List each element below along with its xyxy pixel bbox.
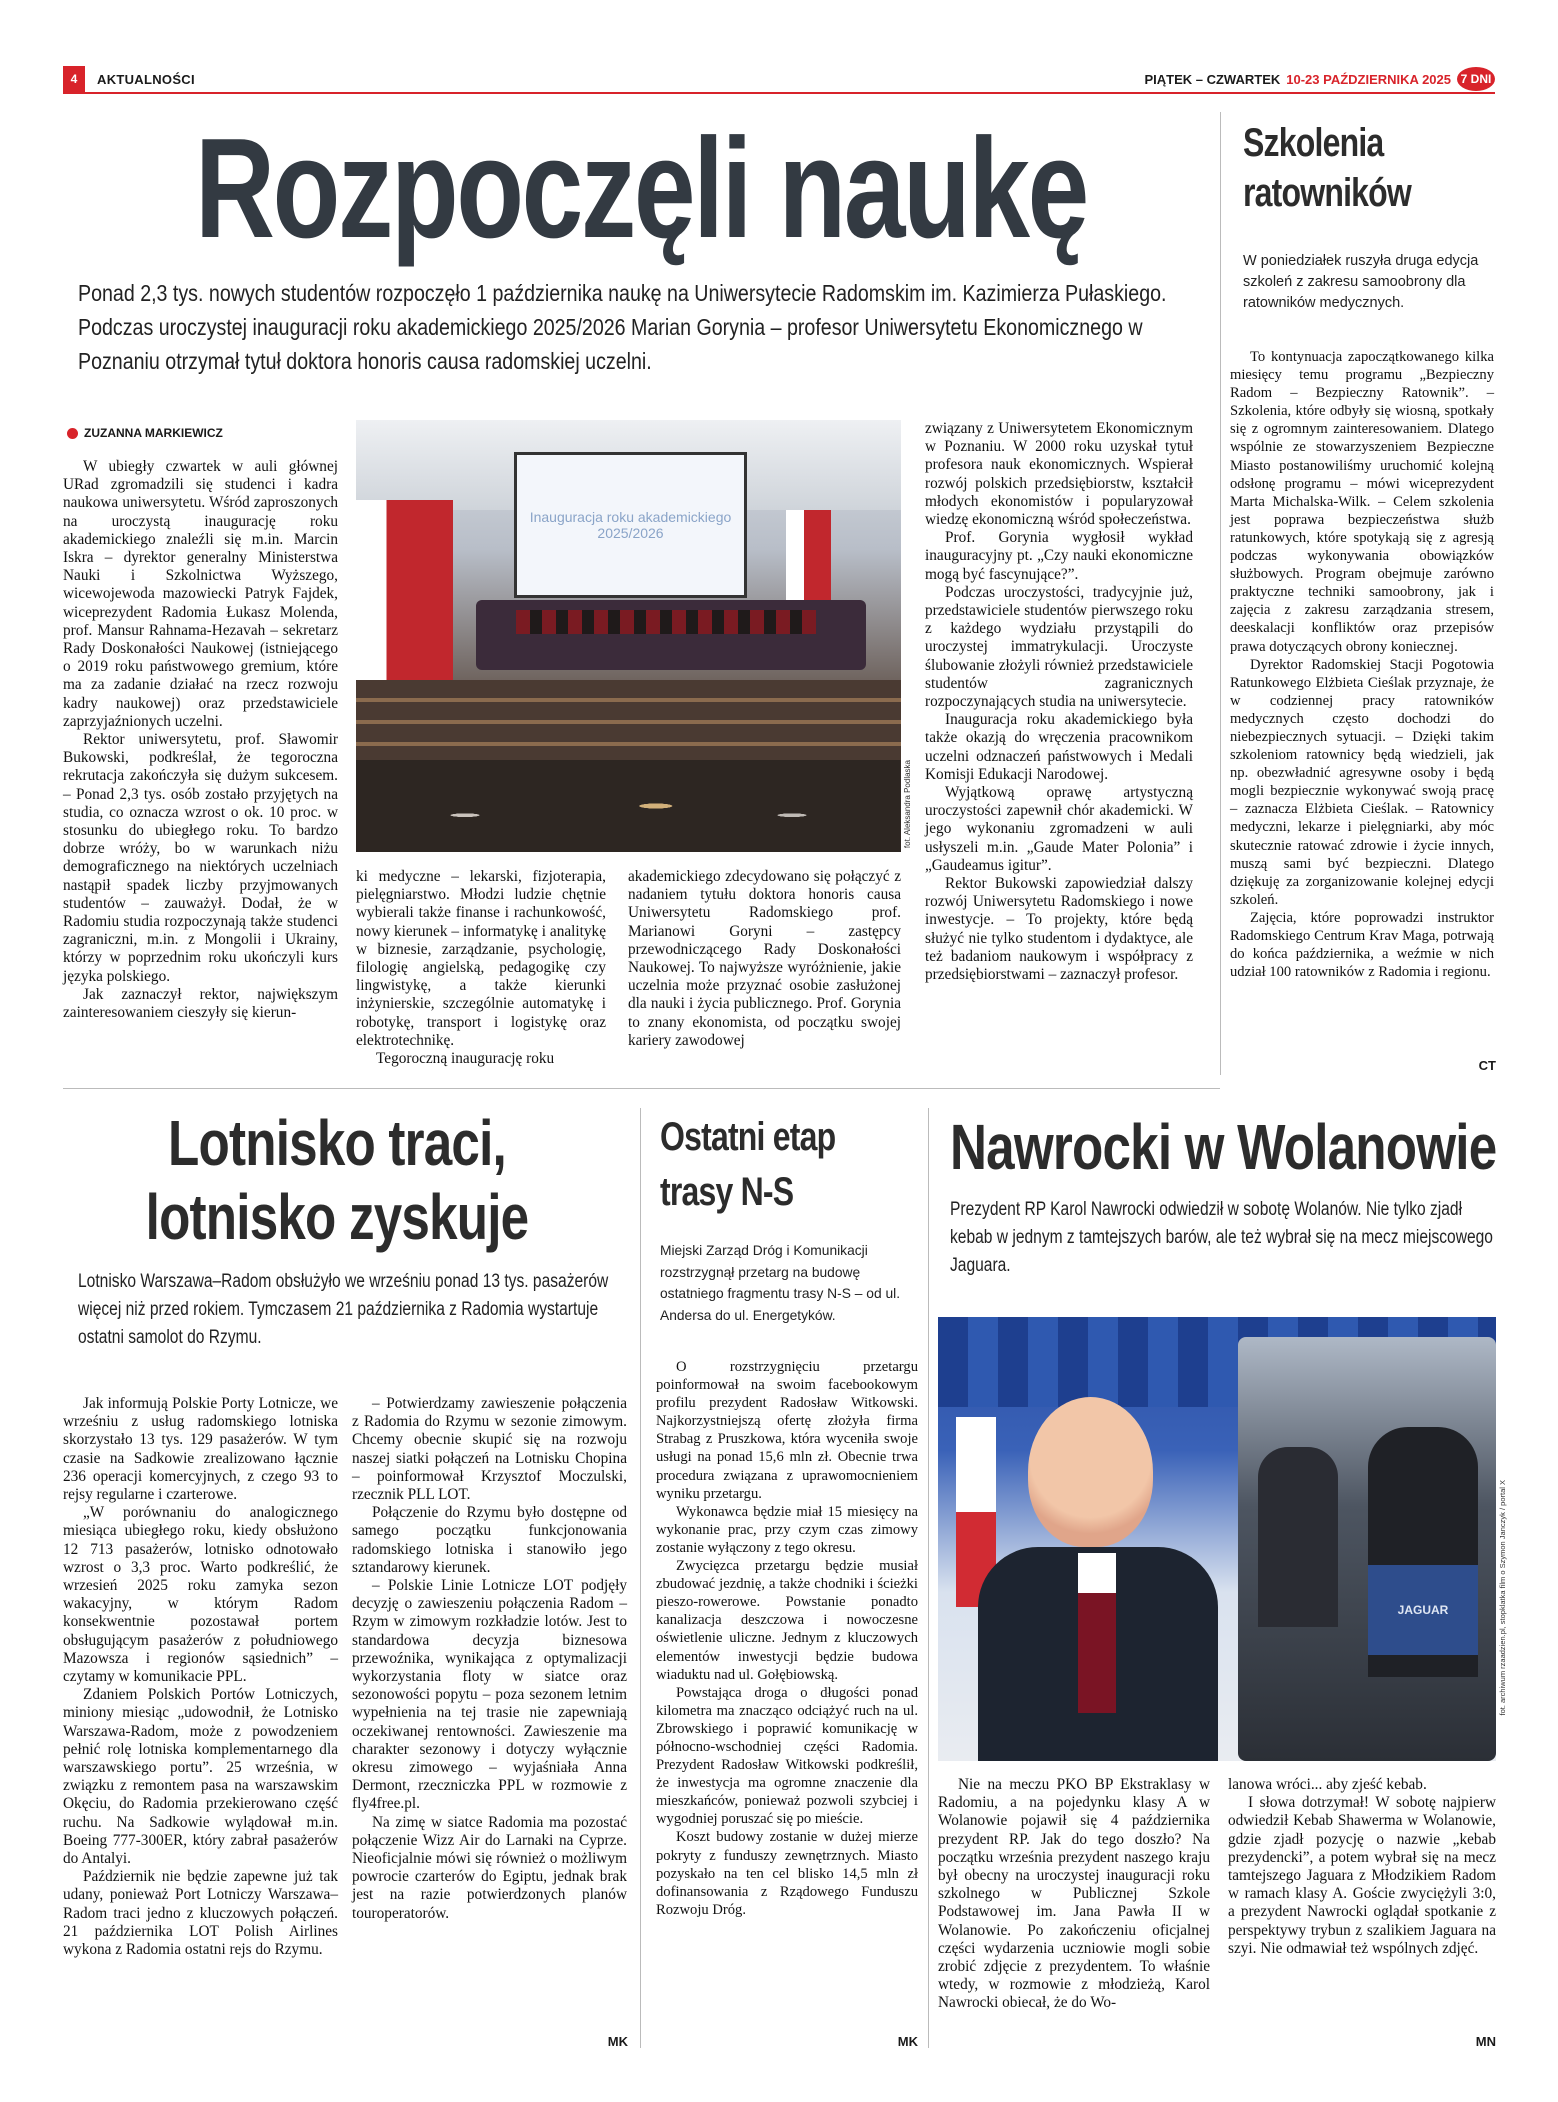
author-signature: MK — [897, 2034, 918, 2049]
paragraph: O rozstrzygnięciu przetargu poinformował na swoim facebookowym profilu prezydent Radosław Witkowski. Najkorzystniejszą ofertę złożyła firma Strabag z Pruszkowa, która wyceniła swoje usługi na ponad 15,6 mln zł. Obecnie trwa procedura związana z uprawomocnieniem wyniku przetargu. — [656, 1359, 918, 1502]
article-column — [356, 868, 606, 1068]
section-divider — [63, 1088, 1220, 1089]
paragraph: Koszt budowy zostanie w dużej mierze pokryty z funduszy zewnętrznych. Miasto pozyskało na ten cel blisko 14,5 mln zł dofinansowania z Rządowego Funduszu Rozwoju Dróg. — [656, 1829, 918, 1918]
paragraph: Na zimę w siatce Radomia ma pozostać połączenie Wizz Air do Larnaki na Cyprze. Nieoficjalnie mówi się również o możliwym powrocie czarterów do Egiptu, jednak brak jest na razie potwierdzonych planów touroperatorów. — [352, 1813, 627, 1922]
paragraph: Październik nie będzie zapewne już tak udany, ponieważ Port Lotniczy Warszawa–Radom traci jedno z kluczowych połączeń. 21 października LOT Polish Airlines wykona z Radomia ostatni rejs do Rzymu. — [63, 1868, 338, 1959]
author-name: ZUZANNA MARKIEWICZ — [84, 426, 223, 440]
article-lead: Miejski Zarząd Dróg i Komunikacji rozstrzygnął przetarg na budowę ostatniego fragmentu trasy N-S – od ul. Andersa do ul. Energetyków. — [660, 1243, 901, 1323]
paragraph: – Potwierdzamy zawieszenie połączenia z Radomia do Rzymu w sezonie zimowym. Chcemy obecnie skupić się na rozwoju naszej siatki połączeń na Lotnisku Chopina – poinformował Krzysztof Moczulski, rzecznik PLL LOT. — [352, 1395, 627, 1504]
article-lead: Ponad 2,3 tys. nowych studentów rozpoczęło 1 października naukę na Uniwersytecie Radomskim im. Kazimierza Pułaskiego. Podczas uroczystej inauguracji roku akademickiego 2025/2026 Marian Gorynia – profesor Uniwersytetu Ekonomicznego w Poznaniu otrzymał tytuł doktora honoris causa radomskiej uczelni. — [78, 280, 1167, 374]
article-column — [925, 420, 1193, 984]
paragraph: Zwycięzca przetargu będzie musiał zbudować jezdnię, a także chodniki i ścieżki pieszo-rowerowe. Powstanie ponadto kanalizacja deszczowa i nowoczesne oświetlenie uliczne. Jednym z kluczowych elementów inwestycji będzie budowa wiaduktu nad ul. Gołębiowską. — [656, 1558, 918, 1683]
article-headline: Nawrocki w Wolanowie — [950, 1111, 1497, 1183]
author-byline — [67, 426, 223, 440]
paragraph: Zdaniem Polskich Portów Lotniczych, miniony miesiąc „udowodnił, że Lotnisko Warszawa-Radom, może z powodzeniem pełnić rolę lotniska komplementarnego dla warszawskiego portu”. 25 września, w związku z remontem pasa na warszawskim Okęciu, do Radomia przekierowano część ruchu. Na Sadkowie wylądował m.in. Boeing 777-300ER, który zabrał pasażerów do Antalyi. — [63, 1686, 338, 1868]
paragraph: Nie na meczu PKO BP Ekstraklasy w Radomiu, a na pojedynku klasy A w Wolanowie pojawił się 4 października prezydent RP. Jak do tego doszło? Na początku września prezydent naszego kraju był obecny na uroczystej inauguracji roku szkolnego w Publicznej Szkole Podstawowej im. Jana Pawła II w Wolanowie. Po zakończeniu oficjalnej części wydarzenia uczniowie mogli sobie zrobić zdjęcie z prezydentem. To właśnie wtedy, w rozmowie z młodzieżą, Karol Nawrocki obiecał, że do Wo- — [938, 1776, 1210, 2012]
article-headline — [1243, 118, 1411, 218]
headline-line: trasy N-S — [660, 1170, 794, 1214]
headline-line: lotnisko zyskuje — [145, 1181, 529, 1253]
face — [1028, 1397, 1153, 1547]
paragraph: Dyrektor Radomskiej Stacji Pogotowia Ratunkowego Elżbieta Cieślak przyznaje, że w codziennej pracy ratowników medycznych często dochodzi do niebezpiecznych sytuacji. – Dzięki takim szkoleniom ratownicy będą wiedzieli, jak np. obezwładnić agresywne osoby i będą mogli bezpiecznie wykonywać swoją pracę – zaznacza Elżbieta Cieślak. – Ratownicy medyczni, lekarze i pielęgniarki, aby móc skutecznie ratować zdrowie i życie innych, muszą sami być bezpieczni. Dlatego dziękuję za zorganizowanie kolejnej edycji szkoleń. — [1230, 656, 1494, 908]
article-column — [63, 1395, 338, 1959]
paragraph: Prof. Gorynia wygłosił wykład inauguracyjny pt. „Czy nauki ekonomiczne mogą być fascynujące?”. — [925, 529, 1193, 583]
article-lead: W poniedziałek ruszyła druga edycja szkoleń z zakresu samoobrony dla ratowników medycznych. — [1243, 253, 1479, 311]
headline-line: Ostatni etap — [660, 1115, 836, 1159]
paragraph: Podczas uroczystości, tradycyjnie już, przedstawiciele studentów pierwszego roku z każdego wydziału przystąpili do uroczystej immatrykulacji. Uroczyste ślubowanie złożyli również przedstawiciele studentów zagranicznych rozpoczynających studia na uniwersytecie. — [925, 583, 1193, 711]
paragraph: I słowa dotrzymał! W sobotę najpierw odwiedził Kebab Shawerma w Wolanowie, gdzie zjadł pozycję o nazwie „kebab prezydencki”, a potem wybrał się na mecz tamtejszego Jaguara z Młodzikiem Radom w ramach klasy A. Goście zwyciężyli 3:0, a prezydent Nawrocki oglądał spotkanie z perspektywy trybun z szalikiem Jaguara na szyi. Nie odmawiał też wspólnych zdjęć. — [1228, 1794, 1496, 1957]
paragraph: Wyjątkową oprawę artystyczną uroczystości zapewnił chór akademicki. W jego wykonaniu zgromadzeni w auli usłyszeli m.in. „Gaude Mater Polonia” i „Gaudeamus igitur”. — [925, 784, 1193, 874]
article-column — [1228, 1776, 1496, 1958]
article-headline — [63, 1106, 611, 1254]
author-signature: CT — [1478, 1058, 1496, 1073]
page-number: 4 — [63, 66, 85, 92]
article-lead: Prezydent RP Karol Nawrocki odwiedził w sobotę Wolanów. Nie tylko zjadł kebab w jednym z tamtejszych barów, ale też wybrał się na mecz miejscowego Jaguara. — [950, 1199, 1493, 1276]
paragraph: Rektor Bukowski zapowiedział dalszy rozwój Uniwersytetu Radomskiego i nowe inwestycje. – To projekty, które będą służyć nie tylko studentom i dydaktyce, ale też badaniom naukowym i współpracy z przedsiębiorstwami – zaznaczył profesor. — [925, 875, 1193, 984]
headline-line: ratowników — [1243, 171, 1412, 215]
article-column — [938, 1776, 1210, 2013]
headline-line: Szkolenia — [1243, 121, 1384, 165]
paragraph: W ubiegły czwartek w auli głównej URad zgromadzili się studenci i kadra naukowa uniwersytetu. Wśród zaproszonych na uroczystą inaugurację roku akademickiego znaleźli się m.in. Marcin Iskra – dyrektor generalny Ministerstwa Nauki i Szkolnictwa Wyższego, wicewojewoda mazowiecki Patryk Fajdek, wiceprezydent Radomia Łukasz Molenda, prof. Mansur Rahnama-Hezavah – sekretarz Rady Doskonałości Naukowej (istniejącego o 2019 roku państwowego gremium, które ma za zadanie działać na rzecz rozwoju kadry naukowej) oraz przedstawiciele zaprzyjaźnionych uczelni. — [63, 458, 338, 730]
paragraph: To kontynuacja zapoczątkowanego kilka miesięcy temu programu „Bezpieczny Radom – Bezpieczny Ratownik”. – Szkolenia, które odbyły się wiosną, spotkały się z ogromnym zainteresowaniem. Dlatego wspólnie ze stowarzyszeniem Bezpieczne Miasto postanowiliśmy uruchomić kolejną odsłonę programu – mówi wiceprezydent Marta Michalska-Wilk. – Celem szkolenia jest poprawa bezpieczeństwa służb ratunkowych, które spotykają się z agresją podczas wykonywania obowiązków służbowych. Program obejmuje zarówno praktyczne techniki samoobrony, jak i zajęcia z zakresu zarządzania stresem, deeskalacji konfliktów oraz przepisów prawa dotyczących obrony koniecznej. — [1230, 349, 1494, 655]
issue-date-prefix: PIĄTEK – CZWARTEK — [1144, 71, 1281, 87]
bullet-dot-icon — [67, 428, 78, 439]
shirt-tie — [1078, 1553, 1116, 1713]
projection-screen: Inauguracja roku akademickiego 2025/2026 — [514, 452, 747, 598]
brand-logo: 7 DNI — [1457, 67, 1495, 91]
paragraph: Inauguracja roku akademickiego była także okazją do wręczenia pracownikom uczelni odznaczeń państwowych i Medali Komisji Edukacji Narodowej. — [925, 711, 1193, 783]
flag-banner — [356, 500, 411, 710]
article-column — [1230, 348, 1494, 981]
paragraph: akademickiego zdecydowano się połączyć z nadaniem tytułu doktora honoris causa Uniwersytetu Radomskiego prof. Marianowi Goryni – zastępcy przewodniczącego Rady Doskonałości Naukowej. To najwyższe wyróżnienie, jakie uczelnia może przyznać osobie zasłużonej dla nauki i życia publicznego. Prof. Gorynia to znany ekonomista, od początku swojej kariery zawodowej — [628, 868, 901, 1049]
person-jacket — [1258, 1447, 1338, 1627]
article-headline: Rozpoczęli naukę — [195, 109, 1087, 268]
headline-line: Lotnisko traci, — [168, 1107, 506, 1179]
paragraph: „W porównaniu do analogicznego miesiąca ubiegłego roku, kiedy obsłużono 12 713 pasażerów, lotnisko odnotowało wzrost o 3,3 proc. Warto podkreślić, że wrzesień 2025 roku zamyka sezon wakacyjny, w którym Radom konsekwentnie pozostawał portem obsługującym pasażerów z południowego Mazowsza i regionów sąsiednich” – czytamy w komunikacie PPL. — [63, 1504, 338, 1686]
audience-heads — [356, 760, 901, 852]
president-photo — [938, 1317, 1496, 1761]
paragraph: Jak informują Polskie Porty Lotnicze, we wrześniu z usług radomskiego lotniska skorzystało 13 tys. 129 pasażerów. W tym czasie na Sadkowie zrealizowano łącznie 236 operacji komercyjnych, z czego 93 to rejsy regularne i czarterowe. — [63, 1395, 338, 1504]
column-divider — [1220, 112, 1221, 1075]
article-column — [352, 1395, 627, 1923]
paragraph: – Polskie Linie Lotnicze LOT podjęły decyzję o zawieszeniu połączenia Radom – Rzym w zimowym rozkładzie lotów. Jest to standardowa decyzja biznesowa przewoźnika, wynikająca z optymalizacji wykorzystania floty w siatce oraz sezonowości popytu – poza sezonem letnim wypełnienia na tej trasie nie zapewniają oczekiwanej rentowności. Zawieszenie ma charakter sezonowy i dotyczy wyłącznie okresu zimowego – wyjaśniała Anna Dermont, rzeczniczka PPL w rozmowie z fly4free.pl. — [352, 1577, 627, 1813]
professors-row — [516, 610, 816, 634]
author-signature: MN — [1475, 2034, 1496, 2049]
paragraph: Jak zaznaczył rektor, największym zainteresowaniem cieszyły się kierun- — [63, 985, 338, 1022]
paragraph: Zajęcia, które poprowadzi instruktor Radomskiego Centrum Krav Maga, potrwają do końca października, a weźmie w nich udział 100 ratowników z Radomia i regionu. — [1230, 909, 1494, 981]
inauguration-photo — [356, 420, 901, 852]
paragraph: związany z Uniwersytetem Ekonomicznym w Poznaniu. W 2000 roku uzyskał tytuł profesora nauk ekonomicznych. Wspierał rozwój polskich przedsiębiorstw, kształcił młodych ekonomistów i popularyzował wiedzę ekonomiczną wśród społeczeństwa. — [925, 420, 1193, 529]
paragraph: Powstająca droga o długości ponad kilometra ma znacząco odciążyć ruch na ul. Zbrowskiego i poprawić komunikację w północno-wschodniej części Radomia. Prezydent Radosław Witkowski podkreślił, że inwestycja ma ogromne znaczenie dla mieszkańców, ponieważ pozwoli szybciej i wygodniej poruszać się po mieście. — [656, 1684, 918, 1828]
header-rule — [63, 92, 1495, 94]
paragraph: lanowa wróci... aby zjeść kebab. — [1228, 1776, 1427, 1793]
author-signature: MK — [607, 2034, 628, 2049]
page-header-left — [63, 66, 195, 92]
column-divider — [928, 1108, 929, 2048]
paragraph: ki medyczne – lekarski, fizjoterapia, pielęgniarstwo. Młodzi ludzie chętnie wybierali także finanse i rachunkowość, nowy kierunek – informatykę i analitykę w biznesie, zarządzanie, psychologię, filologię angielską, pedagogikę czy lingwistykę, a także kierunki inżynierskie, szczególnie automatykę i robotykę, transport i logistykę oraz elektrotechnikę. — [356, 868, 606, 1049]
article-lead: Lotnisko Warszawa–Radom obsłużyło we wrześniu ponad 13 tys. pasażerów więcej niż przed rokiem. Tymczasem 21 października z Radomia wystartuje ostatni samolot do Rzymu. — [78, 1271, 609, 1348]
paragraph: Tegoroczną inaugurację roku — [376, 1050, 555, 1068]
article-column — [628, 868, 901, 1050]
section-label: AKTUALNOŚCI — [97, 71, 195, 87]
issue-date: 10-23 PAŹDZIERNIKA 2025 — [1286, 71, 1451, 87]
paragraph: Wykonawca będzie miał 15 miesięcy na wykonanie prac, przy czym czas zimowy zostanie wyłączony z tego okresu. — [656, 1503, 918, 1556]
photo-credit: fot. archiwum rzaadzien.pl, stopklatka film o Szymon Janczyk / portal X — [1498, 1480, 1507, 1716]
page-header-right — [1144, 66, 1495, 92]
red-banner — [411, 500, 453, 690]
article-headline — [660, 1110, 835, 1220]
article-column — [63, 458, 338, 1022]
column-divider — [640, 1108, 641, 2048]
article-column — [656, 1358, 918, 1919]
photo-credit: fot. Aleksandra Podlaska — [903, 760, 912, 849]
paragraph: Połączenie do Rzymu było dostępne od samego początku funkcjonowania radomskiego lotniska i stanowiło jego sztandarowy kierunek. — [352, 1504, 627, 1576]
jersey-label: JAGUAR — [1368, 1565, 1478, 1655]
paragraph: Rektor uniwersytetu, prof. Sławomir Bukowski, podkreślał, że tegoroczna rekrutacja zakończyła się dużym sukcesem. – Ponad 2,3 tys. osób zostało przyjętych na studia, co oznacza wzrost o ok. 10 proc. w stosunku do ubiegłego roku. To bardzo dobrze wróży, bo w warunkach niżu demograficznego na niektórych uczelniach nastąpił spadek liczby przyjmowanych studentów – zauważył. Dodał, że w Radomiu studia rozpoczynają także studenci zagraniczni, m.in. z Mongolii i Ukrainy, którzy w poprzednim roku ukończyli kurs języka polskiego. — [63, 731, 338, 985]
